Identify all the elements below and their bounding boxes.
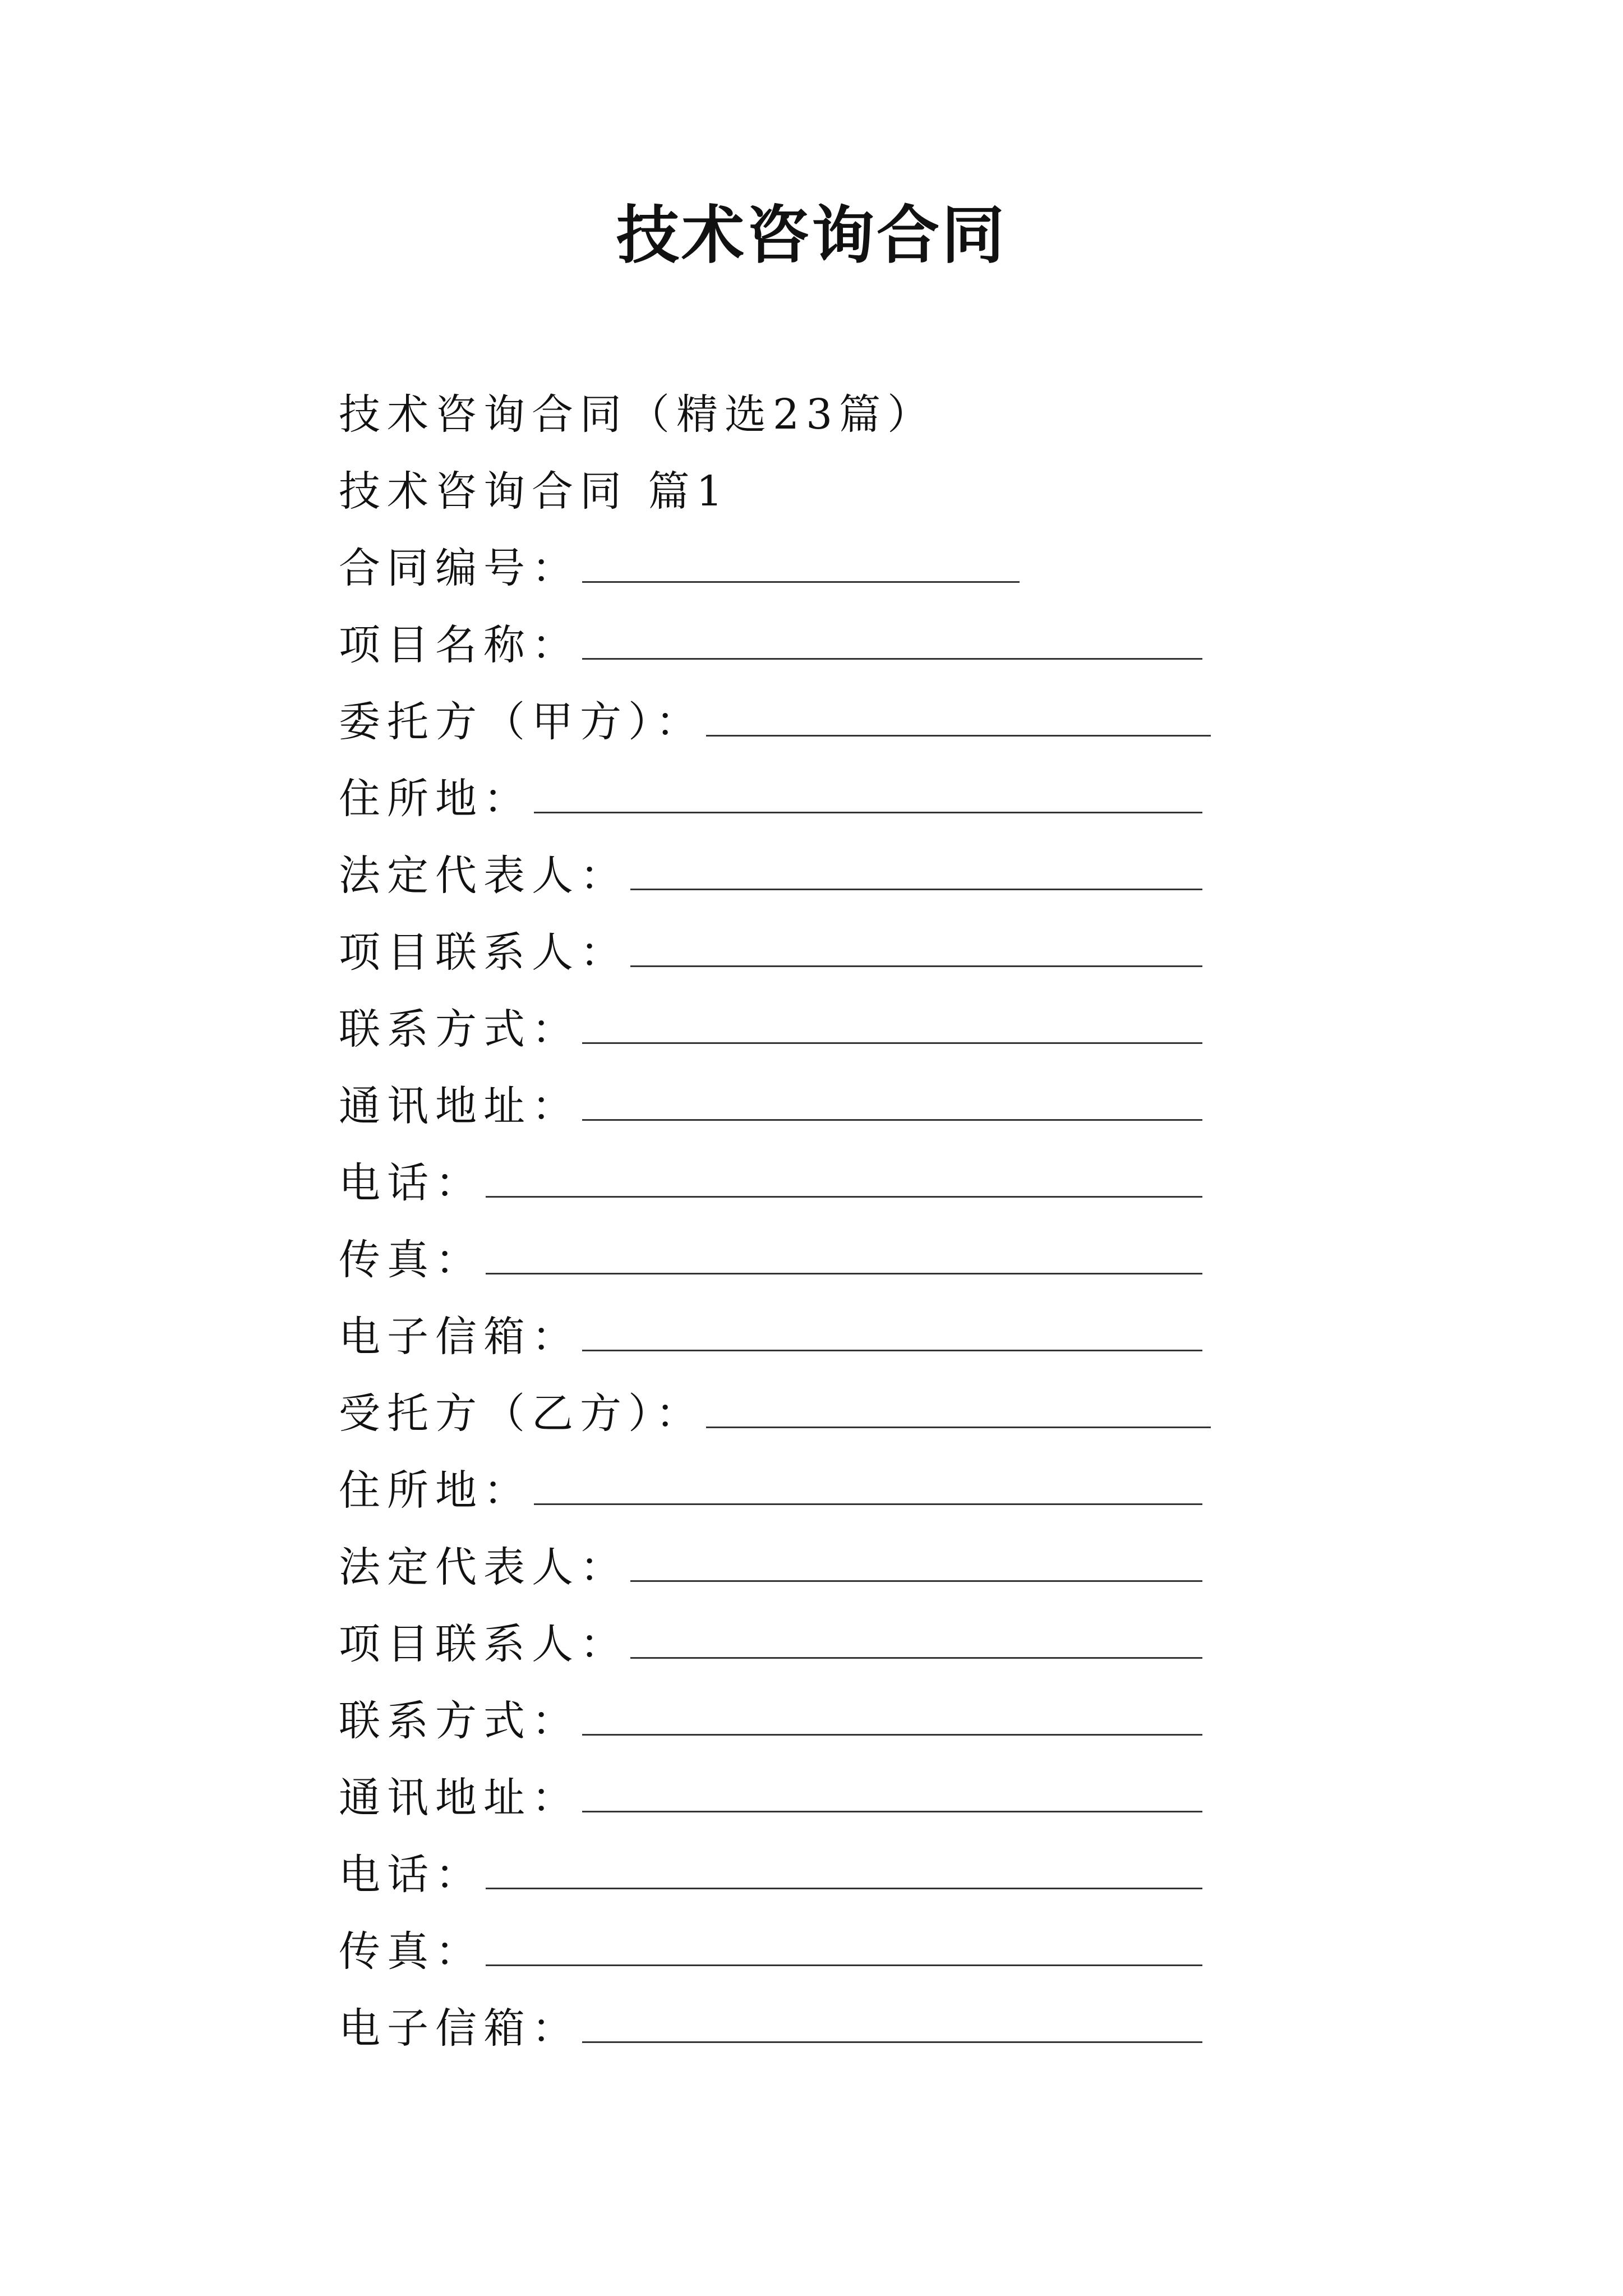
project-name-field[interactable] [582,623,1202,660]
party-b-contact-person-label: 项目联系人： [339,1619,628,1668]
party-a-field[interactable] [706,700,1211,737]
party-a-contact-person-row [339,910,1202,987]
party-a-mailing-address-row [339,1064,1202,1141]
party-b-legal-rep-label: 法定代表人： [339,1543,628,1591]
document-subtitle: 技术咨询合同（精选23篇） [339,390,936,439]
party-a-legal-rep-label: 法定代表人： [339,851,628,900]
party-b-mailing-address-field[interactable] [582,1776,1202,1812]
party-b-contact-method-label: 联系方式： [339,1696,580,1745]
party-b-phone-field[interactable] [486,1853,1202,1889]
party-a-legal-rep-row [339,834,1202,910]
contract-number-label: 合同编号： [339,544,580,592]
party-a-phone-row [339,1141,1202,1218]
party-b-contact-method-row [339,1679,1202,1756]
party-b-fax-row [339,1910,1202,1986]
party-a-contact-person-field[interactable] [630,931,1202,967]
party-a-contact-person-label: 项目联系人： [339,928,628,977]
party-a-contact-method-row [339,987,1202,1064]
party-b-contact-person-field[interactable] [630,1622,1202,1659]
party-b-legal-rep-row [339,1525,1202,1602]
party-b-email-label: 电子信箱： [339,2004,580,2053]
party-b-field[interactable] [706,1392,1211,1428]
party-a-address-label: 住所地： [339,774,532,823]
party-a-contact-method-field[interactable] [582,1007,1202,1044]
party-a-fax-field[interactable] [486,1238,1202,1274]
party-b-legal-rep-field[interactable] [630,1545,1202,1582]
party-a-address-field[interactable] [534,777,1202,813]
party-b-mailing-address-label: 通讯地址： [339,1773,580,1822]
party-b-address-field[interactable] [534,1469,1202,1505]
party-b-row [339,1372,1202,1448]
party-b-fax-field[interactable] [486,1930,1202,1966]
document-title: 技术咨询合同 [616,199,1007,272]
party-a-contact-method-label: 联系方式： [339,1005,580,1053]
party-a-label: 委托方（甲方）： [339,697,704,746]
party-a-legal-rep-field[interactable] [630,854,1202,890]
party-b-email-row [339,1986,1202,2063]
party-a-mailing-address-label: 通讯地址： [339,1082,580,1130]
section-heading: 技术咨询合同 篇1 [339,467,730,516]
party-a-row [339,680,1202,757]
party-a-fax-row [339,1218,1202,1295]
party-b-phone-label: 电话： [339,1850,483,1899]
party-a-phone-label: 电话： [339,1158,483,1207]
party-b-contact-person-row [339,1602,1202,1679]
contract-number-field[interactable] [582,546,1020,583]
party-a-phone-field[interactable] [486,1161,1202,1198]
party-b-phone-row [339,1833,1202,1910]
party-a-email-label: 电子信箱： [339,1312,580,1361]
party-b-fax-label: 传真： [339,1927,483,1976]
party-b-address-row [339,1448,1202,1525]
party-b-contact-method-field[interactable] [582,1699,1202,1736]
party-b-email-field[interactable] [582,2007,1202,2043]
party-a-fax-label: 传真： [339,1235,483,1284]
party-b-mailing-address-row [339,1756,1202,1833]
party-a-email-row [339,1295,1202,1372]
project-name-row [339,603,1202,680]
party-b-label: 受托方（乙方）： [339,1389,704,1438]
project-name-label: 项目名称： [339,620,580,669]
contract-number-row [339,526,1202,603]
party-a-address-row [339,757,1202,834]
contract-body [339,372,1202,2063]
party-a-email-field[interactable] [582,1315,1202,1351]
party-b-address-label: 住所地： [339,1466,532,1515]
party-a-mailing-address-field[interactable] [582,1084,1202,1121]
